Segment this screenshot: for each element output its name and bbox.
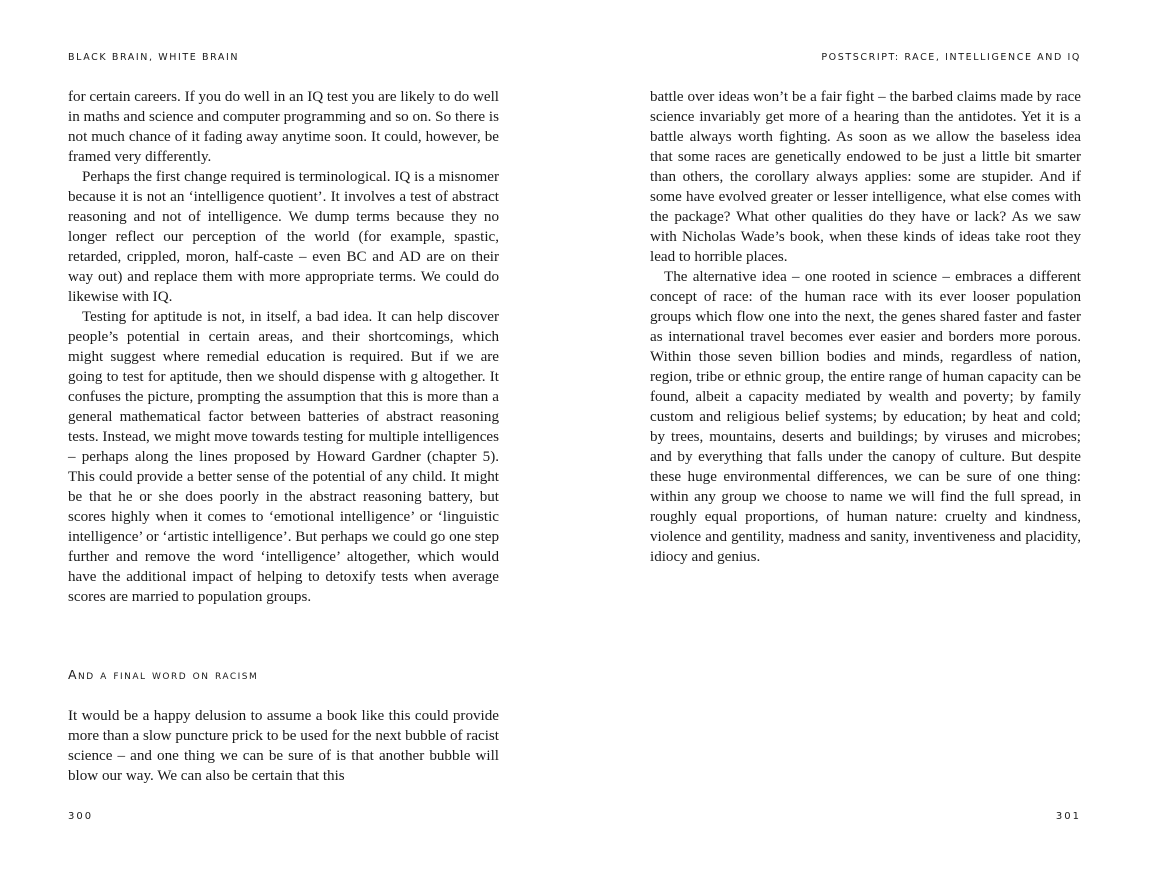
paragraph: Perhaps the first change required is terminological. IQ is a misnomer because it is not an ‘intelligence quotient’. It involves a test of abstract reasoning and not of intelligence. We dump terms because they no longer reflect our perception of the world (for example, spastic, retarded, crippled, moron, half-caste – even BC and AD are on their way out) and replace them with more appropriate terms. We could do likewise with IQ. (68, 169, 499, 305)
body-text-right (650, 87, 1081, 567)
body-text-left (68, 87, 499, 607)
section-heading: And a final word on racism (68, 667, 259, 682)
running-head-right: POSTSCRIPT: RACE, INTELLIGENCE AND IQ (821, 52, 1081, 63)
paragraph: Testing for aptitude is not, in itself, a bad idea. It can help discover people’s potential in certain areas, and their shortcomings, which might suggest where remedial education is required. But if we are going to test for aptitude, then we should dispense with g altogether. It confuses the picture, prompting the assumption that this is more than a general mathematical factor between batteries of abstract reasoning tests. Instead, we might move towards testing for multiple intelligences – perhaps along the lines proposed by Howard Gardner (chapter 5). This could provide a better sense of the potential of any child. It might be that he or she does poorly in the abstract reasoning battery, but scores highly when it comes to ‘emotional intelligence’ or ‘linguistic intelligence’ or ‘artistic intelligence’. But perhaps we could go one step further and remove the word ‘intelligence’ altogether, which would have the additional impact of helping to detoxify tests when average scores are married to population groups. (68, 309, 500, 605)
paragraph: battle over ideas won’t be a fair fight – the barbed claims made by race science invariably get more of a hearing than the antidotes. Yet it is a battle always worth fighting. As soon as we allow the baseless idea that some races are genetically endowed to be just a little bit smarter than others, the corollary always applies: some are stupider. And if some have evolved greater or lesser intelligence, what else comes with the package? What other qualities do they have or lack? As we saw with Nicholas Wade’s book, when these kinds of ideas take root they lead to horrible places. (650, 89, 1081, 265)
paragraph: The alternative idea – one rooted in science – embraces a different concept of race: of the human race with its ever looser population groups which flow one into the next, the genes shared faster and faster as international travel becomes ever easier and borders more porous. Within those seven billion bodies and minds, regardless of nation, region, tribe or ethnic group, the entire range of human capacity can be found, albeit a capacity mediated by wealth and poverty; by family custom and religious belief systems; by education; by heat and cold; by trees, mountains, deserts and buildings; by viruses and microbes; and by everything that falls under the canopy of culture. But despite these huge environmental differences, we can be sure of one thing: within any group we choose to name we will find the full spread, in roughly equal proportions, of human nature: cruelty and kindness, violence and gentility, madness and sanity, inventiveness and placidity, idiocy and genius. (650, 269, 1081, 565)
page-number-right: 301 (1055, 811, 1081, 822)
paragraph: It would be a happy delusion to assume a book like this could provide more than a slow puncture prick to be used for the next bubble of racist science – and one thing we can be sure of is that another bubble will blow our way. We can also be certain that this (68, 708, 499, 784)
left-page (68, 0, 499, 881)
right-page (650, 0, 1081, 881)
page-number-left: 300 (68, 811, 94, 822)
body-text-left-section (68, 706, 499, 786)
paragraph: for certain careers. If you do well in an IQ test you are likely to do well in maths and science and computer programming and so on. So there is not much chance of it fading away anytime soon. It could, however, be framed very differently. (68, 89, 499, 165)
running-head-left: BLACK BRAIN, WHITE BRAIN (68, 52, 240, 63)
